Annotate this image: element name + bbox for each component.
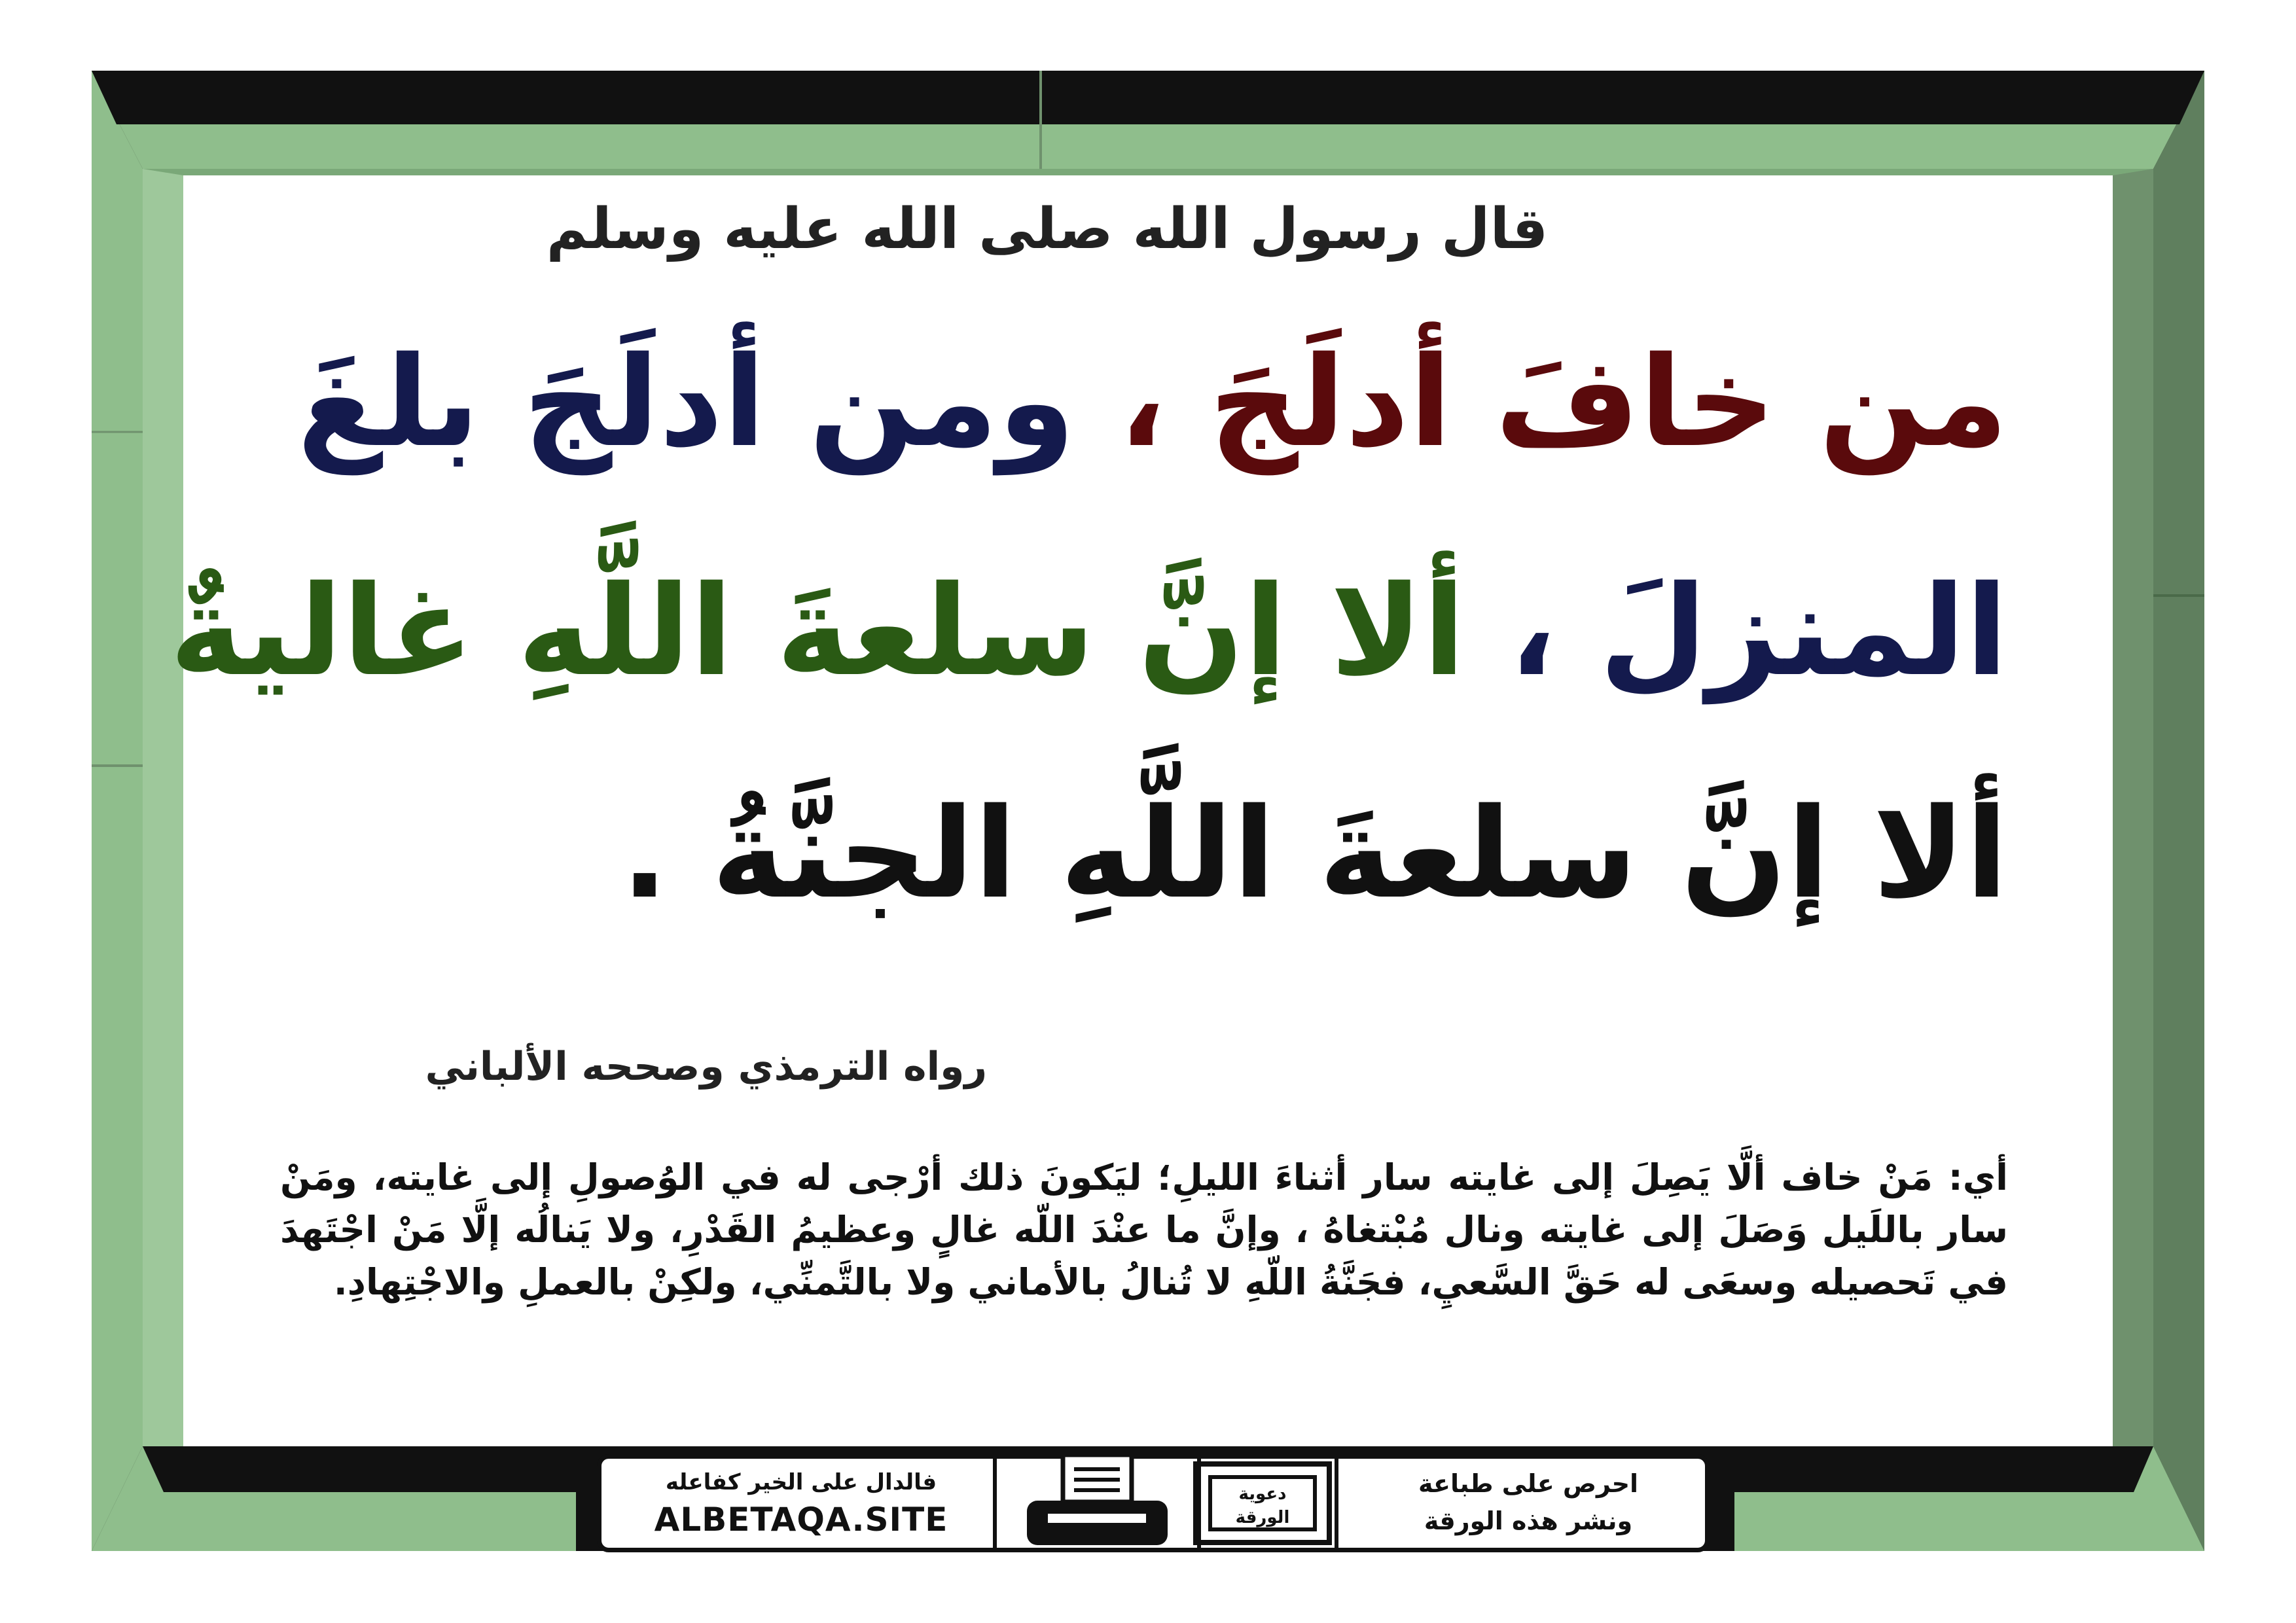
footer-cta-line-2: ونشر هذه الورقة (1424, 1507, 1633, 1535)
printer-icon (1001, 1451, 1191, 1549)
explanation-paragraph: أي: مَنْ خاف ألَّا يَصِلَ إلى غايته سار أثناءَ الليلِ؛ ليَكونَ ذلك أرْجى له في الوُصولِ إلى غايته، ومَنْ سار باللَيل وَصَلَ إلى غايته ونال مُبْتغاهُ ، وإنَّ ما عنْدَ اللّه غالٍ وعظيمُ القَدْرِ، ولا يَنالُه إلَّا مَنْ اجْتَهدَ في تَحصيله وسعَى له حَقَّ السَّعيِ، فجَنَّةُ اللّهِ لا تُنالُ بالأماني ولا بالتَّمنِّي، ولكِنْ بالعملِ والاجْتِهادِ. (280, 1156, 2008, 1303)
frame-inner-top-bevel (143, 169, 2153, 175)
footer-site-block (615, 1468, 988, 1543)
footer-divider (993, 1459, 997, 1548)
frame-black-bottom-right (1734, 1446, 2153, 1492)
logo-line-1: دعوية (1238, 1484, 1287, 1504)
logo-icon (1191, 1452, 1335, 1550)
frame-green-left (92, 71, 143, 1551)
footer-motto: فالدال على الخير كفاعله (665, 1469, 937, 1495)
footer-divider (1197, 1459, 1201, 1548)
hadith-line-2 (170, 559, 2008, 704)
footer-cta-line-1: احرص على طباعة (1418, 1469, 1639, 1498)
footer-call-to-action (1365, 1465, 1692, 1540)
frame-inner-left-bevel (143, 169, 183, 1446)
hadith-phrase-navy-1: ومن أدلَجَ بلغَ (297, 330, 1075, 474)
hadith-phrase-navy-2: المنزلَ ، (1465, 559, 2008, 704)
frame-inner-right-bevel (2113, 169, 2153, 1446)
footer-site-url[interactable]: ALBETAQA.SITE (654, 1501, 948, 1539)
hadith-phrase-green: ألا إنَّ سلعةَ اللَّهِ غاليةٌ (170, 559, 1466, 704)
logo-line-2: الورقة (1235, 1508, 1290, 1527)
frame-green-right (2153, 71, 2204, 1551)
hadith-line-1 (280, 330, 2008, 474)
frame-black-top (92, 71, 2204, 124)
hadith-source: رواه الترمذي وصححه الألباني (425, 1044, 987, 1090)
hadith-phrase-maroon: من خافَ أدلَجَ ، (1075, 330, 2008, 474)
footer-banner (597, 1454, 1710, 1552)
hadith-line-3: ألا إنَّ سلعةَ اللَّهِ الجنَّةُ . (620, 781, 2008, 926)
frame-black-bottom-left (143, 1446, 576, 1492)
intro-line: قال رسول الله صلى الله عليه وسلم (546, 196, 1549, 262)
footer-divider (1335, 1459, 1338, 1548)
